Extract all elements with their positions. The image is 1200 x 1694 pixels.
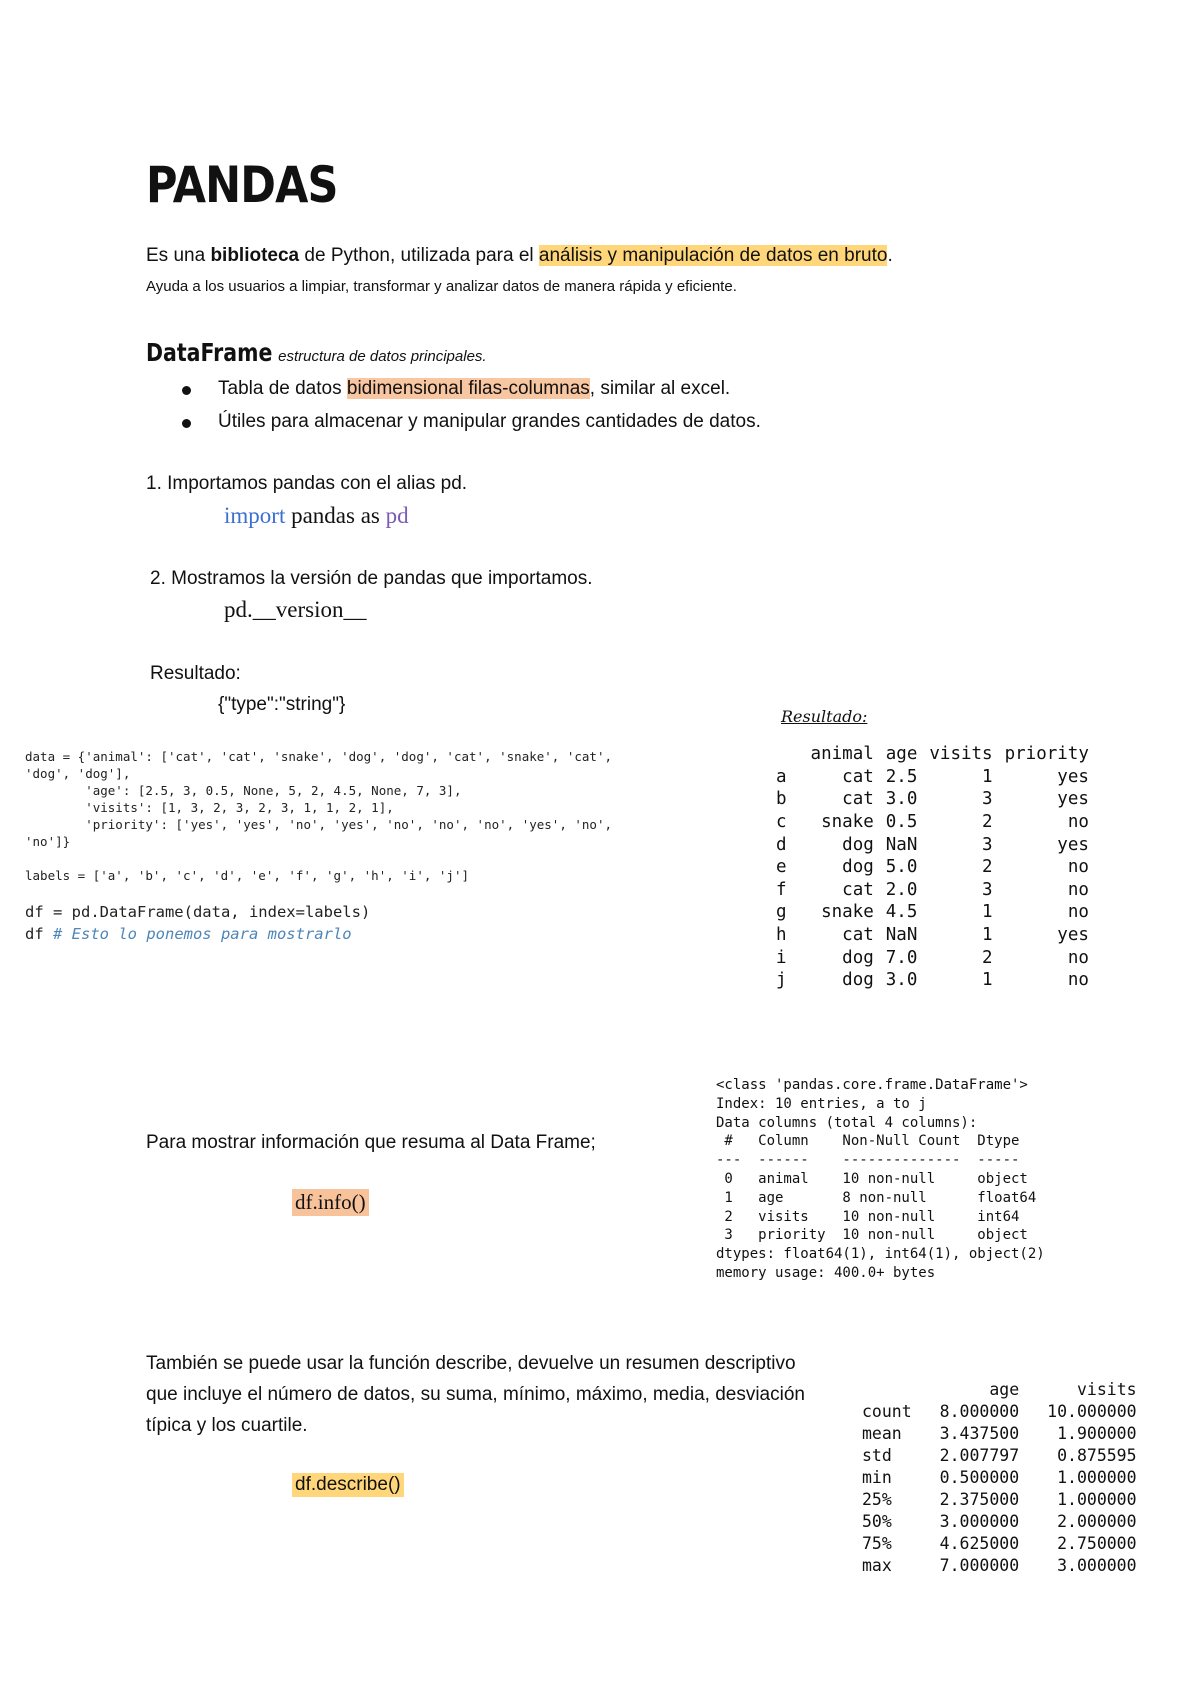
step1-text: 1. Importamos pandas con el alias pd. [146, 473, 468, 494]
bullet-dot-icon [182, 419, 191, 428]
column-header: age [885, 744, 918, 765]
stat-label: 25% [862, 1489, 892, 1509]
intro-text-a: Es una [146, 245, 211, 266]
dataframe-code-block [25, 748, 612, 945]
cell-priority: no [1067, 970, 1089, 991]
intro-text-c: de Python, utilizada para el [299, 245, 539, 266]
cell-age: 3.0 [885, 970, 918, 991]
cell-age: 2.007797 [939, 1446, 1020, 1466]
row-index: e [776, 857, 787, 878]
table-row [862, 1467, 1137, 1489]
cell-animal: dog [842, 947, 874, 968]
table-body [776, 766, 1095, 992]
table-row [776, 766, 1095, 789]
stat-label: max [862, 1555, 892, 1575]
version-code: pd.__version__ [224, 597, 367, 622]
cell-animal: cat [842, 879, 874, 900]
cell-age: 3.000000 [939, 1511, 1020, 1531]
cell-visits: 0.875595 [1057, 1446, 1137, 1466]
dataframe-heading [146, 338, 487, 367]
cell-visits: 2.000000 [1057, 1511, 1137, 1531]
import-alias: pd [385, 503, 409, 528]
code-line: 'no']} [25, 834, 71, 849]
column-header: priority [1004, 744, 1089, 765]
column-header: animal [810, 744, 874, 765]
cell-priority: yes [1057, 766, 1089, 787]
bullet-item [218, 378, 761, 411]
cell-age: 5.0 [885, 857, 918, 878]
intro-bold-term: biblioteca [210, 245, 300, 266]
table-row [776, 811, 1095, 834]
cell-animal: dog [842, 834, 874, 855]
describe-output-table [862, 1379, 1137, 1576]
cell-animal: dog [842, 857, 874, 878]
row-index: h [776, 925, 787, 946]
cell-priority: no [1067, 879, 1089, 900]
describe-code: df.describe() [292, 1473, 404, 1497]
cell-visits: 1.000000 [1057, 1468, 1137, 1487]
result-label-2: Resultado: [781, 707, 868, 726]
cell-priority: yes [1057, 834, 1089, 855]
code-comment: # Esto lo ponemos para mostrarlo [53, 925, 352, 943]
table-index-header [776, 743, 805, 766]
cell-priority: no [1067, 902, 1089, 923]
cell-visits: 2 [982, 857, 993, 878]
step2-text: 2. Mostramos la versión de pandas que importamos. [150, 568, 593, 589]
cell-priority: yes [1057, 789, 1089, 810]
cell-age: NaN [885, 834, 918, 855]
code-line [25, 923, 612, 945]
cell-age: 4.5 [885, 902, 918, 923]
cell-visits: 3 [982, 789, 993, 810]
table-row [776, 879, 1095, 902]
table-row [862, 1401, 1137, 1423]
row-index: d [776, 834, 787, 855]
cell-priority: yes [1057, 925, 1089, 946]
code-line: 'priority': ['yes', 'yes', 'no', 'yes', 'no', 'no', 'no', 'yes', 'no', [25, 817, 612, 832]
cell-visits: 1 [982, 902, 993, 923]
cell-age: 0.500000 [939, 1468, 1020, 1487]
table-row [776, 969, 1095, 992]
cell-animal: cat [842, 789, 874, 810]
column-header: visits [1076, 1380, 1137, 1400]
intro-paragraph [146, 245, 893, 267]
stat-label: min [862, 1468, 892, 1487]
stat-label: std [862, 1446, 892, 1466]
row-index: b [776, 789, 787, 810]
cell-age: 4.625000 [939, 1533, 1020, 1553]
code-line: labels = ['a', 'b', 'c', 'd', 'e', 'f', 'g', 'h', 'i', 'j'] [25, 868, 470, 883]
cell-visits: 10.000000 [1047, 1402, 1137, 1422]
table-row [776, 833, 1095, 856]
bullet-dot-icon [182, 386, 191, 395]
table-header-row [776, 743, 1095, 766]
table-body [862, 1401, 1137, 1576]
row-index: g [776, 902, 787, 923]
row-index: c [776, 812, 787, 833]
cell-age: 2.375000 [939, 1489, 1020, 1509]
cell-visits: 1 [982, 925, 993, 946]
cell-age: 3.0 [885, 789, 918, 810]
intro-subtext: Ayuda a los usuarios a limpiar, transformar y analizar datos de manera rápida y eficiente. [146, 278, 737, 295]
stat-label: mean [862, 1424, 902, 1444]
code-line: data = {'animal': ['cat', 'cat', 'snake', 'dog', 'dog', 'cat', 'snake', 'cat', [25, 749, 612, 764]
intro-text-d: . [887, 245, 893, 266]
code-spacer [25, 850, 612, 867]
bullet-item [218, 411, 761, 444]
result-value: {"type":"string"} [218, 694, 346, 715]
describe-label: También se puede usar la función describe, devuelve un resumen descriptivo que incluye el número de datos, su suma, mínimo, máximo, media, desviación típica y los cuartile. [146, 1353, 805, 1436]
code-line: 'visits': [1, 3, 2, 3, 2, 3, 1, 1, 2, 1], [25, 800, 394, 815]
table-row [776, 924, 1095, 947]
cell-age: 7.0 [885, 947, 918, 968]
table-row [862, 1532, 1137, 1554]
code-line: 'age': [2.5, 3, 0.5, None, 5, 2, 4.5, None, 7, 3], [25, 783, 462, 798]
import-code [224, 503, 409, 529]
table-row [776, 856, 1095, 879]
code-line: 'dog', 'dog'], [25, 766, 131, 781]
table-row [862, 1510, 1137, 1532]
cell-priority: no [1067, 812, 1089, 833]
cell-visits: 3 [982, 879, 993, 900]
cell-age: 8.000000 [939, 1402, 1020, 1422]
dataframe-subtitle: estructura de datos principales. [278, 348, 487, 365]
row-index: j [776, 970, 787, 991]
row-index: a [776, 766, 787, 787]
column-header: visits [929, 744, 993, 765]
cell-visits: 2 [982, 812, 993, 833]
dataframe-bullets [218, 378, 761, 444]
bullet1-text-a: Tabla de datos [218, 378, 347, 399]
import-keyword: import [224, 503, 286, 528]
cell-visits: 1.900000 [1057, 1424, 1137, 1444]
row-index: f [776, 879, 787, 900]
cell-age: 7.000000 [939, 1555, 1020, 1575]
cell-visits: 1 [982, 970, 993, 991]
dataframe-output-table [776, 743, 1095, 992]
column-header: age [989, 1380, 1020, 1400]
info-output: <class 'pandas.core.frame.DataFrame'> Index: 10 entries, a to j Data columns (total 4 columns): # Column Non-Null Count Dtype --- ------ -------------- ----- 0 animal 10 non-null object 1 age 8 non-null float64 2 visits 10 non-null int64 3 priority 10 non-null object dtypes: float64(1), int64(1), object(2) memory usage: 400.0+ bytes [716, 1077, 1045, 1281]
page-title: PANDAS [146, 156, 338, 214]
stat-label: count [862, 1402, 912, 1422]
cell-visits: 3 [982, 834, 993, 855]
cell-priority: no [1067, 947, 1089, 968]
table-row [776, 788, 1095, 811]
cell-animal: snake [821, 902, 874, 923]
info-label: Para mostrar información que resuma al Data Frame; [146, 1132, 596, 1153]
table-row [862, 1423, 1137, 1445]
cell-priority: no [1067, 857, 1089, 878]
result-label: Resultado: [150, 663, 241, 684]
cell-visits: 3.000000 [1057, 1555, 1137, 1575]
cell-visits: 2.750000 [1057, 1533, 1137, 1553]
cell-age: 2.0 [885, 879, 918, 900]
cell-age: 0.5 [885, 812, 918, 833]
stat-header [862, 1379, 912, 1401]
code-line: df = pd.DataFrame(data, index=labels) [25, 903, 371, 921]
cell-age: NaN [885, 925, 918, 946]
table-header-row [862, 1379, 1137, 1401]
code-df: df [25, 925, 53, 943]
cell-visits: 1.000000 [1057, 1489, 1137, 1509]
row-index: i [776, 947, 787, 968]
cell-animal: snake [821, 812, 874, 833]
cell-animal: dog [842, 970, 874, 991]
info-code: df.info() [292, 1189, 369, 1216]
table-row [862, 1488, 1137, 1510]
intro-highlight: análisis y manipulación de datos en bruto [538, 245, 888, 266]
bullet1-text-b: , similar al excel. [589, 378, 731, 399]
import-module: pandas as [285, 503, 386, 528]
dataframe-title: DataFrame [146, 338, 273, 367]
cell-animal: cat [842, 925, 874, 946]
table-row [776, 946, 1095, 969]
cell-age: 3.437500 [939, 1424, 1020, 1444]
stat-label: 50% [862, 1511, 892, 1531]
cell-animal: cat [842, 766, 874, 787]
cell-visits: 1 [982, 766, 993, 787]
bullet1-highlight: bidimensional filas-columnas [346, 378, 590, 399]
table-row [776, 901, 1095, 924]
cell-age: 2.5 [885, 766, 918, 787]
code-spacer [25, 884, 612, 901]
table-row [862, 1445, 1137, 1467]
bullet2-text: Útiles para almacenar y manipular grandes cantidades de datos. [218, 411, 761, 432]
table-row [862, 1554, 1137, 1576]
cell-visits: 2 [982, 947, 993, 968]
stat-label: 75% [862, 1533, 892, 1553]
